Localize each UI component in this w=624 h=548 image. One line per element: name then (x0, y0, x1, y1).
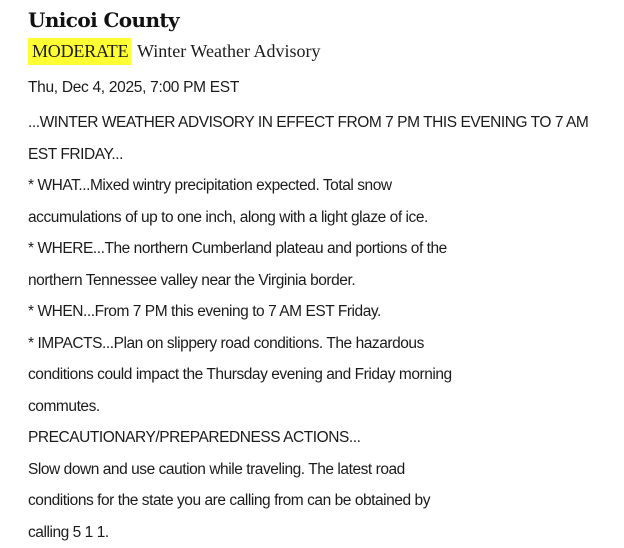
location-title: Unicoi County (28, 6, 179, 34)
description-line: Slow down and use caution while traveling. The latest road (28, 454, 624, 486)
description-line: conditions could impact the Thursday evening and Friday morning (28, 359, 624, 391)
description-line: commutes. (28, 391, 624, 423)
description-line: * IMPACTS...Plan on slippery road conditions. The hazardous (28, 328, 624, 360)
severity-badge: MODERATE (28, 38, 131, 65)
description-line: calling 5 1 1. (28, 517, 624, 548)
description-line: * WHERE...The northern Cumberland plateau and portions of the (28, 233, 624, 265)
event-name: Winter Weather Advisory (137, 38, 320, 65)
description-line: * WHEN...From 7 PM this evening to 7 AM EST Friday. (28, 296, 624, 328)
alert-description (28, 107, 624, 548)
description-line: conditions for the state you are calling from can be obtained by (28, 485, 624, 517)
alert-header (28, 38, 320, 65)
description-line: ...WINTER WEATHER ADVISORY IN EFFECT FROM 7 PM THIS EVENING TO 7 AM (28, 107, 624, 139)
description-line: accumulations of up to one inch, along with a light glaze of ice. (28, 202, 624, 234)
description-line: * WHAT...Mixed wintry precipitation expected. Total snow (28, 170, 624, 202)
description-line: EST FRIDAY... (28, 139, 624, 171)
issued-timestamp: Thu, Dec 4, 2025, 7:00 PM EST (28, 76, 239, 100)
description-line: PRECAUTIONARY/PREPAREDNESS ACTIONS... (28, 422, 624, 454)
description-line: northern Tennessee valley near the Virginia border. (28, 265, 624, 297)
